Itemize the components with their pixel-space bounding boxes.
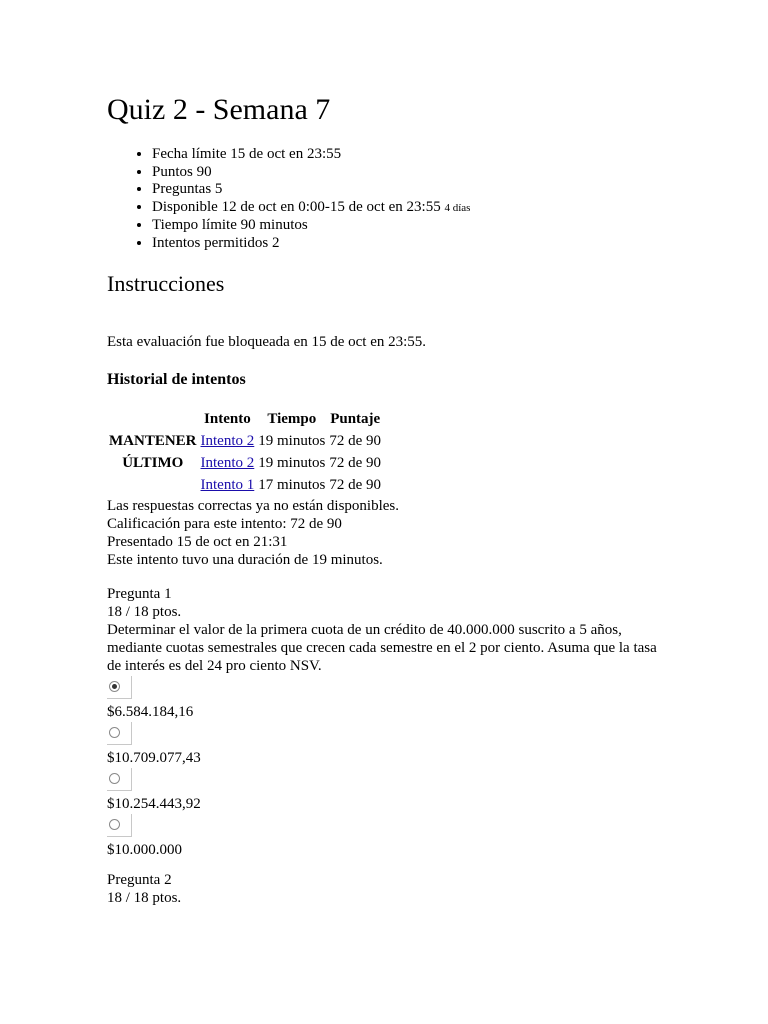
row-label-keep: MANTENER <box>109 432 197 449</box>
page-title: Quiz 2 - Semana 7 <box>107 93 331 126</box>
radio-unselected-icon[interactable] <box>109 727 120 738</box>
radio-unselected-icon[interactable] <box>109 819 120 830</box>
attempt-cell <box>199 430 257 452</box>
attempt-history-table <box>107 408 383 496</box>
grade-text: Calificación para este intento: 72 de 90 <box>107 516 342 532</box>
table-row <box>107 452 383 474</box>
time-cell: 17 minutos <box>258 476 326 493</box>
answer-option-box <box>107 722 132 745</box>
detail-points: • Puntos 90 <box>152 164 470 182</box>
row-label-last: ÚLTIMO <box>122 454 184 471</box>
submitted-text: Presentado 15 de oct en 21:31 <box>107 534 288 550</box>
table-row <box>107 430 383 452</box>
attempt-link[interactable]: Intento 1 <box>200 476 255 493</box>
answer-option-label: $10.254.443,92 <box>107 796 201 812</box>
detail-availability: • Disponible 12 de oct en 0:00-15 de oct en 23:55 4 días <box>152 199 470 218</box>
question-2 <box>107 871 181 907</box>
answers-unavailable-text: Las respuestas correctas ya no están disponibles. <box>107 498 399 514</box>
score-cell: 72 de 90 <box>329 432 382 449</box>
availability-days: 4 días <box>444 201 471 214</box>
score-cell: 72 de 90 <box>329 476 382 493</box>
attempt-cell <box>199 452 257 474</box>
answer-option-label: $10.709.077,43 <box>107 750 201 766</box>
answer-option-box <box>107 768 132 791</box>
history-heading: Historial de intentos <box>107 371 246 388</box>
quiz-details-list <box>107 146 470 253</box>
answer-option-label: $6.584.184,16 <box>107 704 194 720</box>
score-cell: 72 de 90 <box>329 454 382 471</box>
question-points: 18 / 18 ptos. <box>107 890 182 906</box>
detail-time-limit: • Tiempo límite 90 minutos <box>152 217 470 235</box>
question-title: Pregunta 1 <box>107 586 172 602</box>
radio-selected-icon[interactable] <box>109 681 120 692</box>
time-cell: 19 minutos <box>258 432 326 449</box>
question-title: Pregunta 2 <box>107 872 172 888</box>
attempt-link[interactable]: Intento 2 <box>200 454 255 471</box>
row-label-empty <box>107 474 199 496</box>
table-row <box>107 474 383 496</box>
answer-option-label: $10.000.000 <box>107 842 182 858</box>
question-points: 18 / 18 ptos. <box>107 604 182 620</box>
answer-option-box <box>107 676 132 699</box>
attempt-summary <box>107 497 399 569</box>
detail-due-date: • Fecha límite 15 de oct en 23:55 <box>152 146 470 164</box>
attempt-cell <box>199 474 257 496</box>
answer-option-box <box>107 814 132 837</box>
question-text: Determinar el valor de la primera cuota de un crédito de 40.000.000 suscrito a 5 años, mediante cuotas semestrales que crecen cada semestre en el 2 por ciento. Asuma que la tasa de interés es del 24 pro ciento NSV. <box>107 622 657 674</box>
instructions-heading: Instrucciones <box>107 271 225 296</box>
attempt-link[interactable]: Intento 2 <box>200 432 255 449</box>
question-1 <box>107 585 667 859</box>
detail-questions: • Preguntas 5 <box>152 181 470 199</box>
radio-unselected-icon[interactable] <box>109 773 120 784</box>
table-header-row <box>107 408 383 430</box>
table-header-empty <box>107 408 199 430</box>
duration-text: Este intento tuvo una duración de 19 minutos. <box>107 552 383 568</box>
detail-allowed-attempts: • Intentos permitidos 2 <box>152 235 470 253</box>
time-cell: 19 minutos <box>258 454 326 471</box>
locked-message: Esta evaluación fue bloqueada en 15 de oct en 23:55. <box>107 334 427 350</box>
column-header-score: Puntaje <box>330 410 381 427</box>
column-header-time: Tiempo <box>267 410 317 427</box>
column-header-attempt: Intento <box>204 410 251 427</box>
